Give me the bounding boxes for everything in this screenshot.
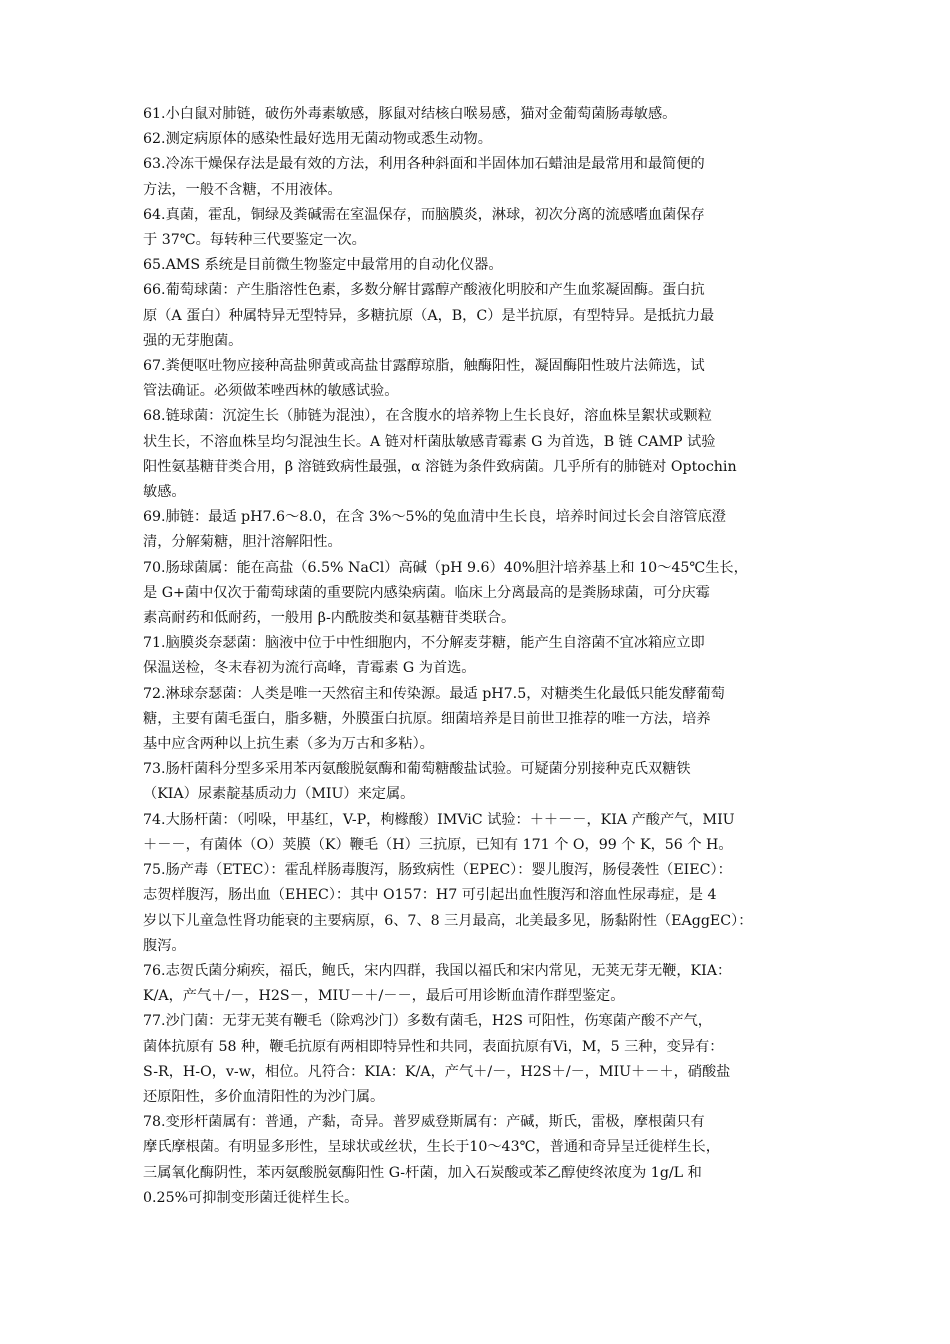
paragraph-63: 63.冷冻干燥保存法是最有效的方法，利用各种斜面和半固体加石蜡油是最常用和最简便的 方法，一般不含糖，不用液体。 bbox=[143, 156, 705, 198]
paragraph-72: 72.淋球奈瑟菌：人类是唯一天然宿主和传染源。最适 pH7.5，对糖类生化最低只能发酵葡萄 糖，主要有菌毛蛋白，脂多糖，外膜蛋白抗原。细菌培养是目前世卫推荐的唯一方法，培养 基中应含两种以上抗生素（多为万古和多粘）。 bbox=[143, 685, 725, 753]
paragraph-67: 67.粪便呕吐物应接种高盐卵黄或高盐甘露醇琼脂，触酶阳性，凝固酶阳性玻片法筛选，试 管法确证。必须做苯唑西林的敏感试验。 bbox=[143, 358, 705, 400]
paragraph-65: 65.AMS 系统是目前微生物鉴定中最常用的自动化仪器。 bbox=[143, 257, 503, 274]
paragraph-77: 77.沙门菌：无芽无荚有鞭毛（除鸡沙门）多数有菌毛，H2S 可阳性，伤寒菌产酸不产气， 菌体抗原有 58 种，鞭毛抗原有两相即特异性和共同，表面抗原有Vi，M，5 三种，变异有： S-R，H-O，v-w，相位。凡符合：KIA：K/A，产气＋/－，H2S＋/－，MIU＋－＋，硝酸盐 还原阳性，多价血清阳性的为沙门属。 bbox=[143, 1013, 731, 1105]
paragraph-71: 71.脑膜炎奈瑟菌：脑液中位于中性细胞内，不分解麦芽糖，能产生自溶菌不宜冰箱应立即 保温送检，冬末春初为流行高峰，青霉素 G 为首选。 bbox=[143, 635, 705, 677]
paragraph-74: 74.大肠杆菌：（吲哚，甲基红，V-P，枸橼酸）IMViC 试验：＋＋－－，KIA 产酸产气，MIU ＋－－，有菌体（O）荚膜（K）鞭毛（H）三抗原，已知有 171 个 O，99 个 K，56 个 H。 bbox=[143, 811, 735, 853]
paragraph-64: 64.真菌，霍乱，铜绿及粪碱需在室温保存，而脑膜炎，淋球，初次分离的流感嗜血菌保存 于 37℃。每转种三代要鉴定一次。 bbox=[143, 206, 705, 249]
paragraph-61: 61.小白鼠对肺链，破伤外毒素敏感，豚鼠对结核白喉易感，猫对金葡萄菌肠毒敏感。 bbox=[143, 106, 677, 122]
paragraph-73: 73.肠杆菌科分型多采用苯丙氨酸脱氨酶和葡萄糖酸盐试验。可疑菌分别接种克氏双糖铁 （KIA）尿素靛基质动力（MIU）来定属。 bbox=[143, 761, 691, 803]
paragraph-76: 76.志贺氏菌分痢疾，福氏，鲍氏，宋内四群，我国以福氏和宋内常见，无荚无芽无鞭，KIA： K/A，产气＋/－，H2S－，MIU－＋/－－，最后可用诊断血清作群型鉴定。 bbox=[143, 962, 732, 1005]
document-body bbox=[143, 102, 813, 1211]
paragraph-70: 70.肠球菌属：能在高盐（6.5% NaCl）高碱（pH 9.6）40%胆汁培养基上和 10～45℃生长， 是 G+菌中仅次于葡萄球菌的重要院内感染病菌。临床上分离最高的是粪肠球菌，可分庆霉 素高耐药和低耐药，一般用 β-内酰胺类和氨基糖苷类联合。 bbox=[143, 559, 748, 627]
paragraph-62: 62.测定病原体的感染性最好选用无菌动物或悉生动物。 bbox=[143, 131, 492, 148]
paragraph-75: 75.肠产毒（ETEC）：霍乱样肠毒腹泻，肠致病性（EPEC）：婴儿腹泻，肠侵袭性（EIEC）： 志贺样腹泻，肠出血（EHEC）：其中 O157：H7 可引起出血性腹泻和溶血性尿毒症，是 4 岁以下儿童急性肾功能衰的主要病原，6、7、8 三月最高，北美最多见，肠黏附性（EAggEC）： 腹泻。 bbox=[143, 862, 753, 954]
paragraph-78: 78.变形杆菌属有：普通，产黏，奇异。普罗威登斯属有：产碱，斯氏，雷极，摩根菌只有 摩氏摩根菌。有明显多形性，呈球状或丝状，生长于10～43℃，普通和奇异呈迁徙样生长， 三属氧化酶阴性，苯丙氨酸脱氨酶阳性 G-杆菌，加入石炭酸或苯乙醇使终浓度为 1g/L 和 0.25%可抑制变形菌迁徙样生长。 bbox=[143, 1114, 720, 1206]
paragraph-69: 69.肺链：最适 pH7.6～8.0，在含 3%～5%的兔血清中生长良，培养时间过长会自溶管底澄 清，分解菊糖，胆汁溶解阳性。 bbox=[143, 509, 726, 551]
paragraph-68: 68.链球菌：沉淀生长（肺链为混浊），在含腹水的培养物上生长良好，溶血株呈絮状或颗粒 状生长，不溶血株呈均匀混浊生长。A 链对杆菌肽敏感青霉素 G 为首选，B 链 CAMP 试验 阳性氨基糖苷类合用，β 溶链致病性最强，α 溶链为条件致病菌。几乎所有的肺链对 Optochin 敏感。 bbox=[143, 408, 737, 501]
paragraph-66: 66.葡萄球菌：产生脂溶性色素，多数分解甘露醇产酸液化明胶和产生血浆凝固酶。蛋白抗 原（A 蛋白）种属特异无型特异，多糖抗原（A，B，C）是半抗原，有型特异。是抵抗力最 强的无芽胞菌。 bbox=[143, 282, 715, 349]
